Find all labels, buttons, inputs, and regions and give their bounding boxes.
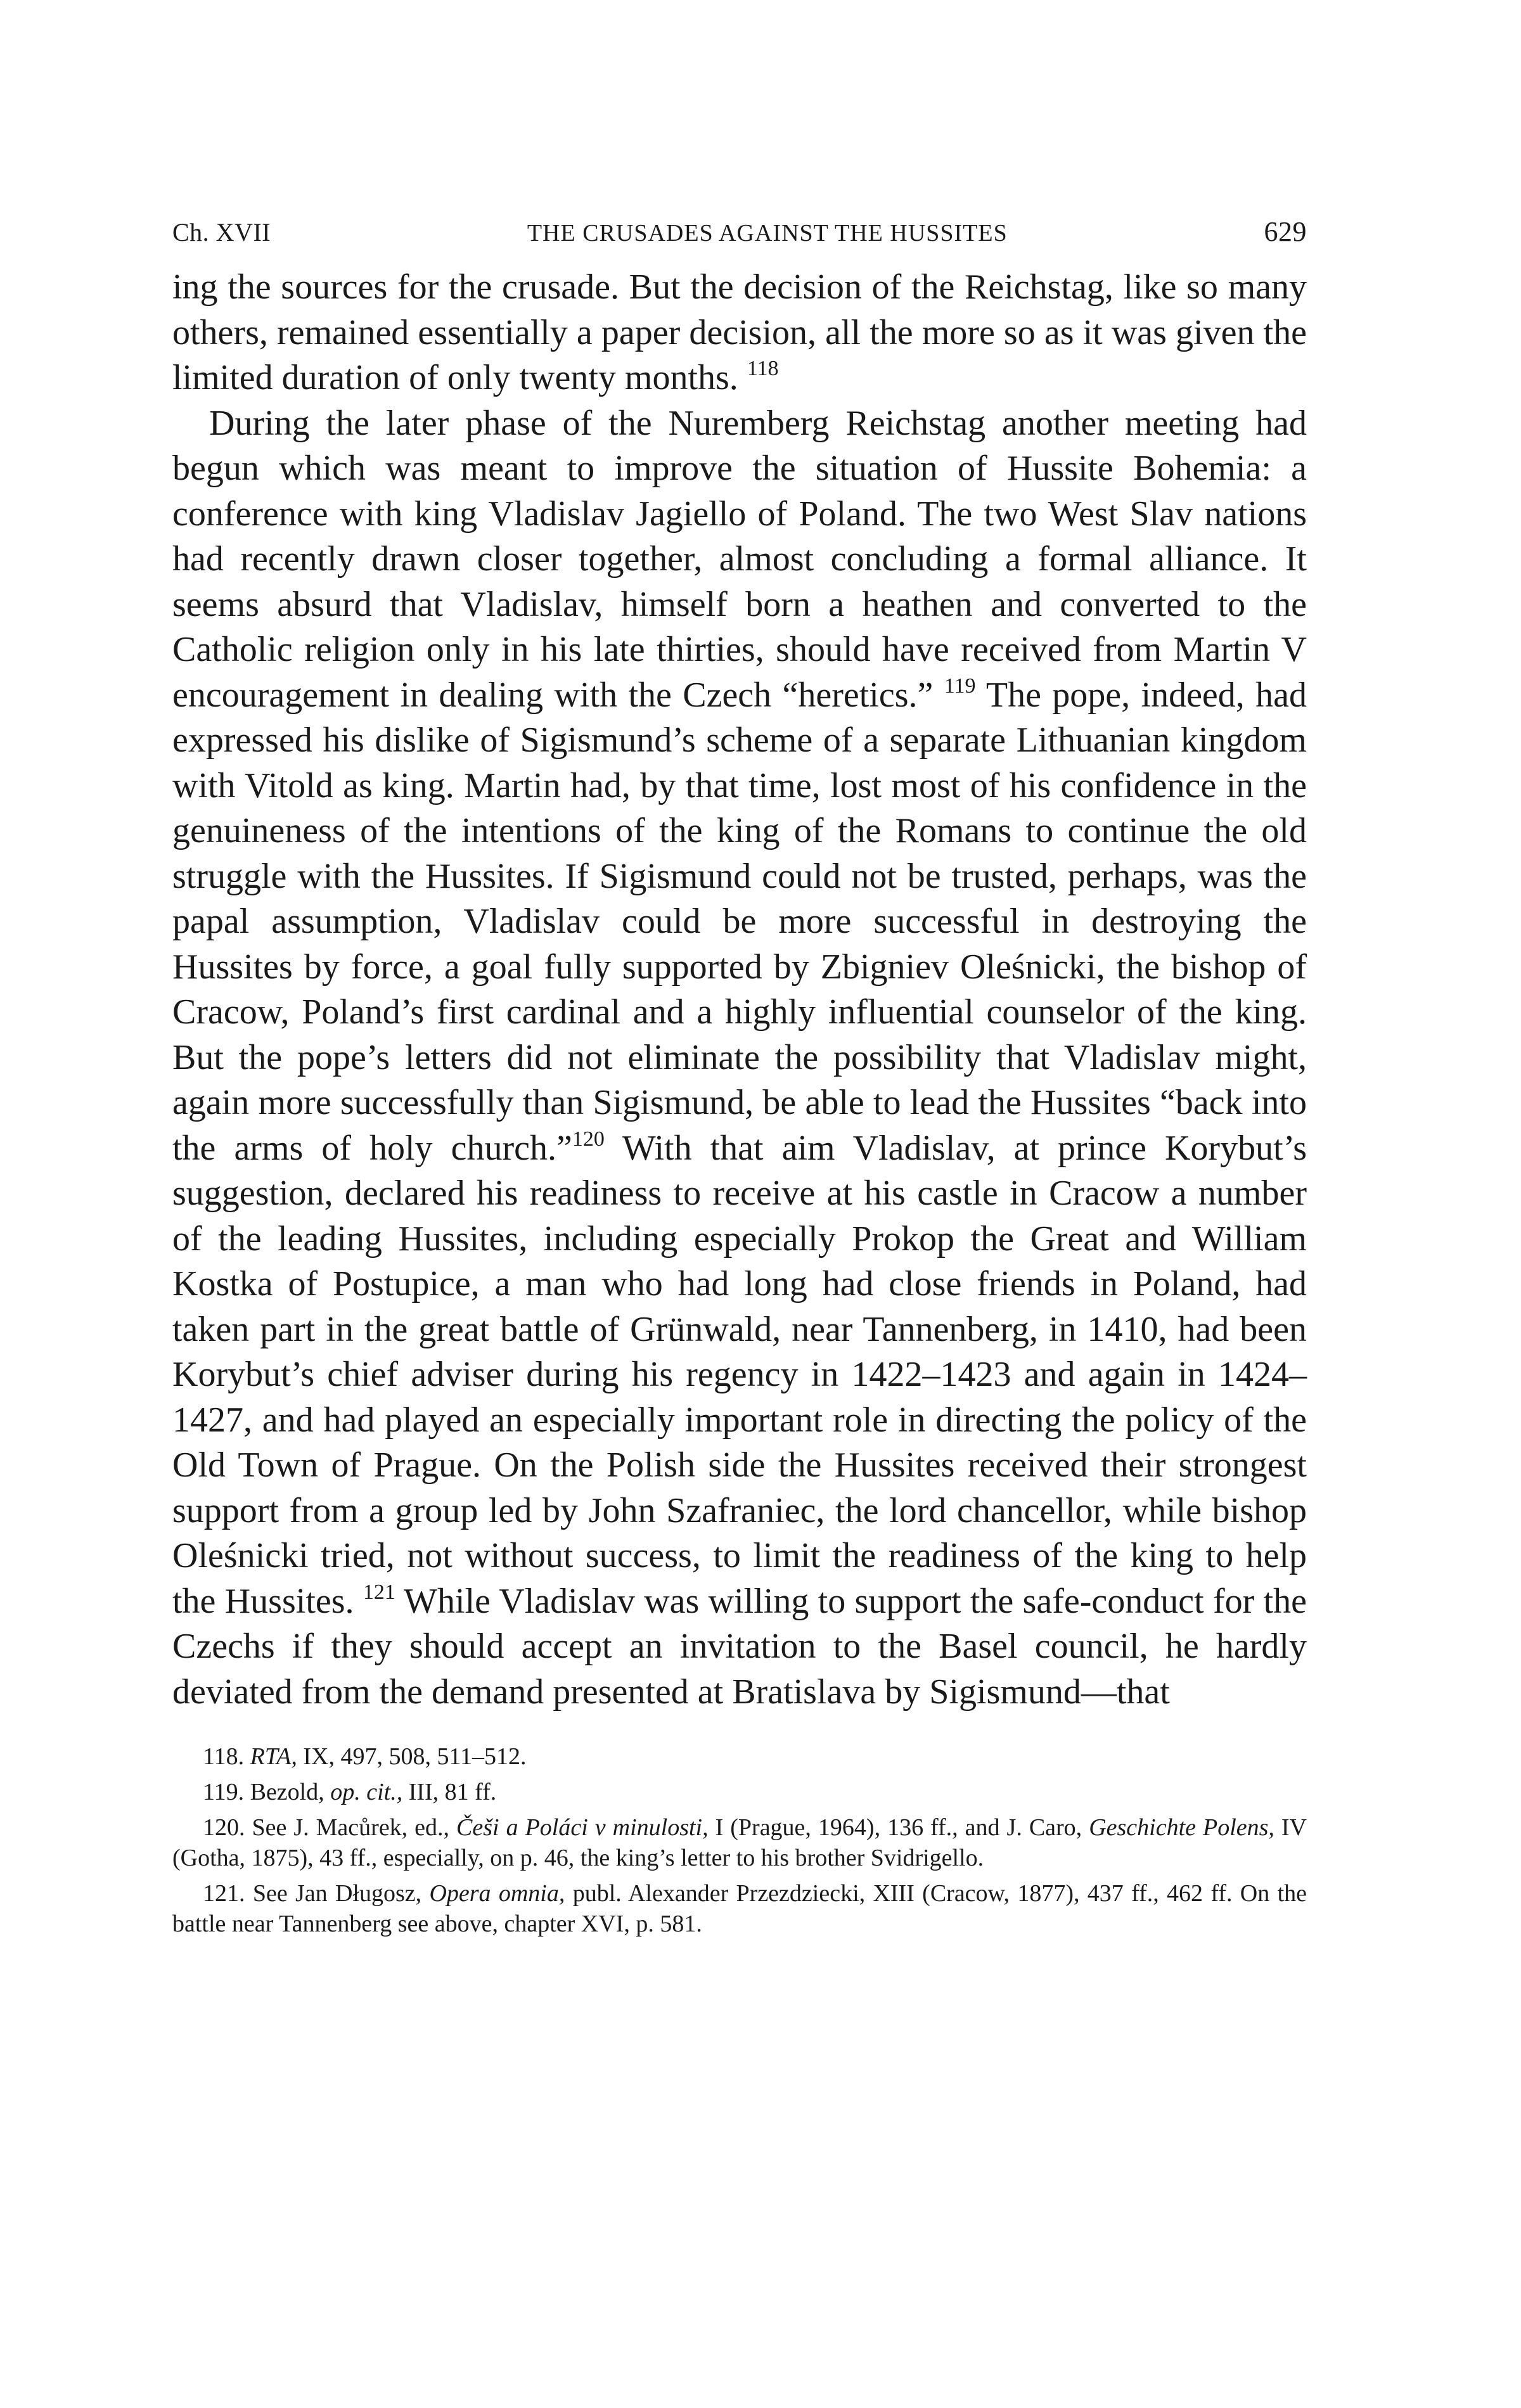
paragraph-2-seg3: With that aim Vladislav, at prince Korybut’s suggestion, declared his readiness to receive at his castle in Cracow a number of the leading Hussites, including especially Prokop the Great and William Kostka of Postupice, a man who had long had close friends in Poland, had taken part in the great battle of Grünwald, near Tannenberg, in 1410, had been Korybut’s chief adviser during his regency in 1422–1423 and again in 1424–1427, and had played an especially important role in directing the policy of the Old Town of Prague. On the Polish side the Hussites received their strongest support from a group led by John Szafraniec, the lord chancellor, while bishop Oleśnicki tried, not without success, to limit the readiness of the king to help the Hussites. (172, 1128, 1307, 1621)
footnote-120-number: 120. (203, 1814, 245, 1841)
footnote-120-italic-1: Češi a Poláci v minulosti, (456, 1814, 709, 1841)
footnote-119-pre: Bezold, (250, 1779, 331, 1805)
footnote-119-text: III, 81 ff. (402, 1779, 497, 1805)
footnote-118-number: 118. (203, 1743, 245, 1770)
footnote-121 (172, 1878, 1307, 1939)
body-text (172, 265, 1307, 1715)
page-number: 629 (1264, 216, 1307, 247)
footnote-120-text: IV (Gotha, 1875), 43 ff., especially, on p. 46, the king’s letter to his brother Svidrigello. (172, 1814, 1307, 1871)
footnote-119-italic: op. cit., (330, 1779, 403, 1805)
footnote-120 (172, 1812, 1307, 1873)
note-ref-119: 119 (944, 674, 976, 698)
footnote-121-italic: Opera omnia, (429, 1880, 565, 1907)
paragraph-2-seg2: The pope, indeed, had expressed his dislike of Sigismund’s scheme of a separate Lithuanian kingdom with Vitold as king. Martin had, by that time, lost most of his confidence in the genuineness of the intentions of the king of the Romans to continue the old struggle with the Hussites. If Sigismund could not be trusted, perhaps, was the papal assumption, Vladislav could be more successful in destroying the Hussites by force, a goal fully supported by Zbigniev Oleśnicki, the bishop of Cracow, Poland’s first cardinal and a highly influential counselor of the king. But the pope’s letters did not eliminate the possibility that Vladislav might, again more successfully than Sigismund, be able to lead the Hussites “back into the arms of holy church.” (172, 675, 1307, 1168)
footnotes (172, 1741, 1307, 1939)
footnote-121-text: publ. Alexander Przezdziecki, XIII (Cracow, 1877), 437 ff., 462 ff. On the battle near Tannenberg see above, chapter XVI, p. 581. (172, 1880, 1307, 1937)
paragraph-2-seg1: During the later phase of the Nuremberg Reichstag another meeting had begun which was meant to improve the situation of Hussite Bohemia: a conference with king Vladislav Jagiello of Poland. The two West Slav nations had recently drawn closer together, almost concluding a formal alliance. It seems absurd that Vladislav, himself born a heathen and converted to the Catholic religion only in his late thirties, should have received from Martin V encouragement in dealing with the Czech “heretics.” (172, 403, 1307, 715)
paragraph-2-seg4: While Vladislav was willing to support the safe-conduct for the Czechs if they should accept an invitation to the Basel council, he hardly deviated from the demand presented at Bratislava by Sigismund—that (172, 1581, 1307, 1712)
running-title: THE CRUSADES AGAINST THE HUSSITES (527, 220, 1008, 247)
book-page (172, 215, 1307, 1944)
footnote-119 (172, 1777, 1307, 1807)
footnote-120-italic-2: Geschichte Polens, (1089, 1814, 1274, 1841)
footnote-121-number: 121. (203, 1880, 245, 1907)
footnote-118 (172, 1741, 1307, 1772)
note-ref-120: 120 (572, 1127, 605, 1151)
footnote-120-mid: I (Prague, 1964), 136 ff., and J. Caro, (708, 1814, 1089, 1841)
footnote-121-pre: See Jan Długosz, (252, 1880, 430, 1907)
note-ref-121: 121 (363, 1580, 395, 1604)
footnote-118-italic: RTA, (250, 1743, 297, 1770)
paragraph-1 (172, 265, 1307, 401)
footnote-120-pre: See J. Macůrek, ed., (252, 1814, 457, 1841)
footnote-118-text: IX, 497, 508, 511–512. (297, 1743, 527, 1770)
running-header (172, 215, 1307, 260)
note-ref-118: 118 (747, 357, 779, 380)
paragraph-1-text: ing the sources for the crusade. But the decision of the Reichstag, like so many others, remained essentially a paper decision, all the more so as it was given the limited duration of only twenty months. (172, 267, 1307, 397)
chapter-label: Ch. XVII (172, 218, 271, 247)
footnote-119-number: 119. (203, 1779, 245, 1805)
paragraph-2 (172, 401, 1307, 1715)
